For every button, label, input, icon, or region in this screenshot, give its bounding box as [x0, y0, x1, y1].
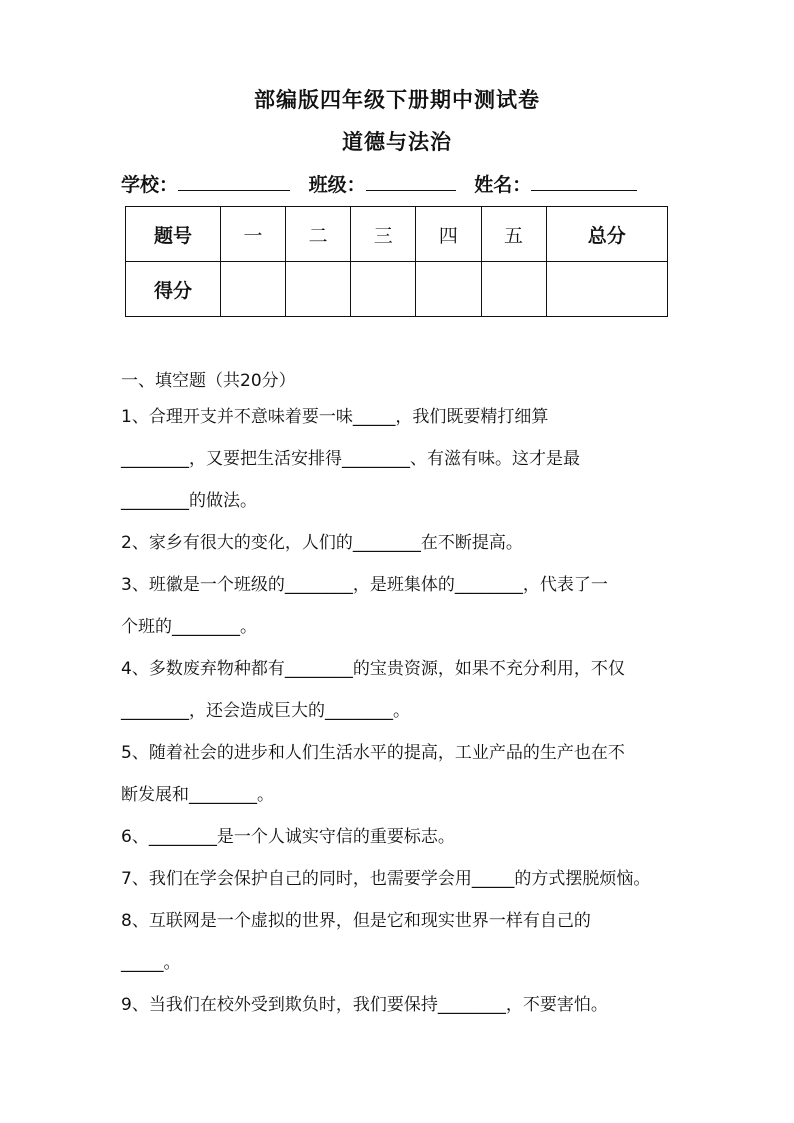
question-line: 1、合理开支并不意味着要一味_____，我们既要精打细算 [121, 407, 549, 427]
question-line: 6、________是一个人诚实守信的重要标志。 [121, 827, 455, 847]
name-label: 姓名： [474, 174, 532, 196]
score-table-cell: 三 [351, 207, 416, 262]
question-line: 个班的________。 [121, 617, 257, 637]
score-table-cell: 总分 [546, 207, 667, 262]
score-table-cell: 一 [221, 207, 286, 262]
school-blank[interactable] [178, 174, 290, 191]
school-label: 学校： [121, 174, 179, 196]
page-subtitle: 道德与法治 [342, 129, 452, 154]
student-info-line [121, 170, 637, 197]
page-title: 部编版四年级下册期中测试卷 [254, 87, 540, 112]
score-table-cell: 四 [416, 207, 481, 262]
question-line: 9、当我们在校外受到欺负时，我们要保持________，不要害怕。 [121, 995, 608, 1015]
question-line: 3、班徽是一个班级的________，是班集体的________，代表了一 [121, 575, 608, 595]
score-input-cell[interactable] [416, 262, 481, 317]
score-input-cell[interactable] [221, 262, 286, 317]
question-line: 断发展和________。 [121, 785, 274, 805]
question-line: ________，又要把生活安排得________、有滋有味。这才是最 [121, 449, 580, 469]
score-input-cell[interactable] [286, 262, 351, 317]
question-line: ________的做法。 [121, 491, 257, 511]
name-blank[interactable] [531, 174, 637, 191]
score-table-score-row [126, 262, 668, 317]
score-table-header-row [126, 207, 668, 262]
question-line: 8、互联网是一个虚拟的世界，但是它和现实世界一样有自己的 [121, 911, 591, 931]
score-table-cell: 得分 [126, 262, 221, 317]
question-line: 2、家乡有很大的变化，人们的________在不断提高。 [121, 533, 523, 553]
score-input-cell[interactable] [481, 262, 546, 317]
score-table-cell: 五 [481, 207, 546, 262]
score-table [125, 206, 668, 317]
question-line: 4、多数废弃物种都有________的宝贵资源，如果不充分利用，不仅 [121, 659, 625, 679]
score-input-cell[interactable] [546, 262, 667, 317]
question-line: ________，还会造成巨大的________。 [121, 701, 410, 721]
score-table-cell: 题号 [126, 207, 221, 262]
question-line: 5、随着社会的进步和人们生活水平的提高，工业产品的生产也在不 [121, 743, 625, 763]
question-line: _____。 [121, 953, 181, 973]
class-blank[interactable] [366, 174, 456, 191]
score-input-cell[interactable] [351, 262, 416, 317]
class-label: 班级： [308, 174, 366, 196]
score-table-cell: 二 [286, 207, 351, 262]
section-heading: 一、填空题（共20分） [121, 371, 296, 391]
question-line: 7、我们在学会保护自己的同时，也需要学会用_____的方式摆脱烦恼。 [121, 869, 651, 889]
